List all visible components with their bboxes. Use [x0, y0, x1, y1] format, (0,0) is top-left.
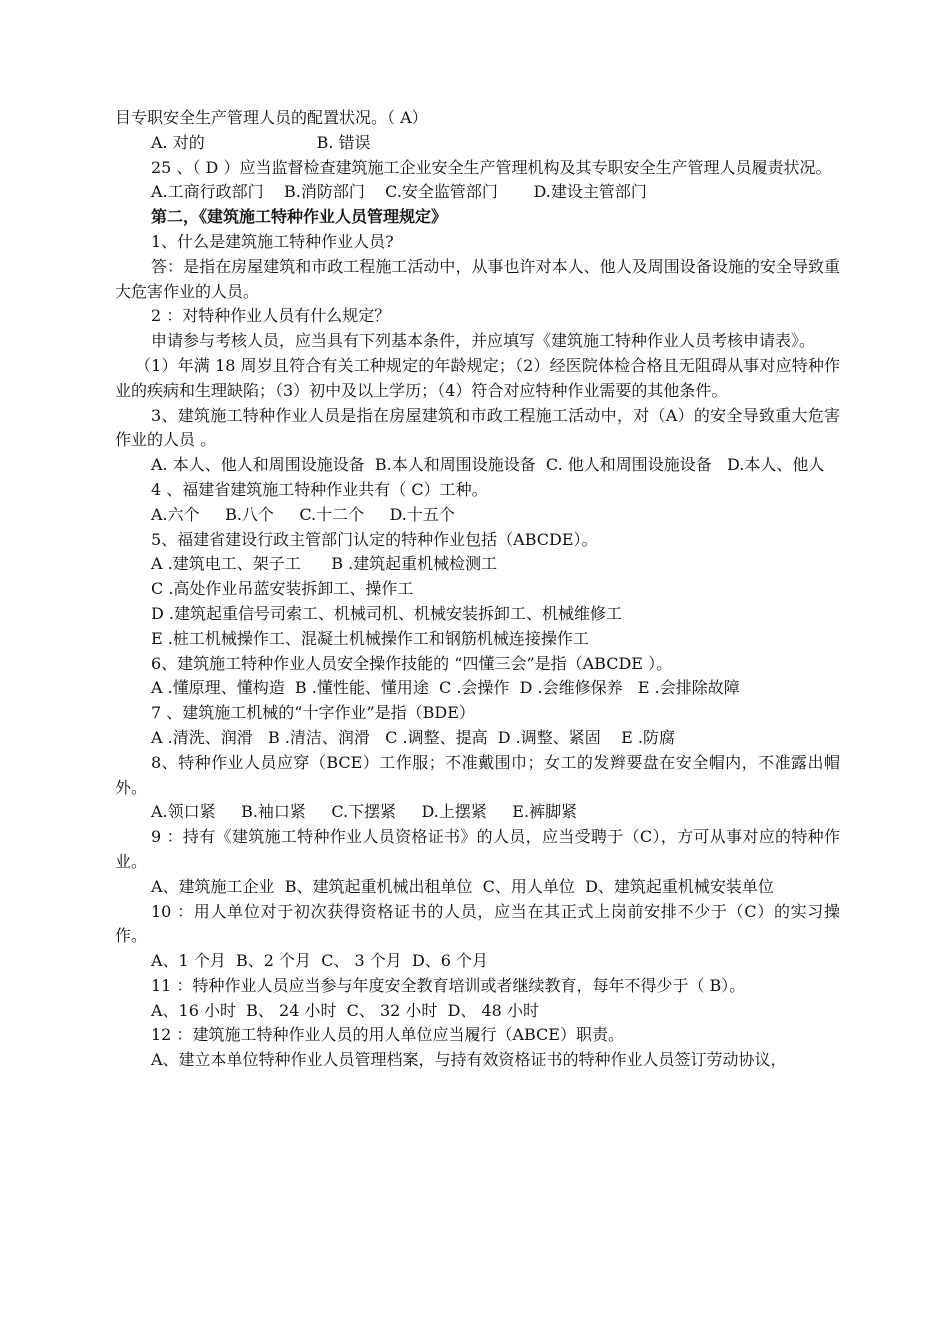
option-line: A. 本人、他人和周围设施设备 B.本人和周围设施设备 C. 他人和周围设施设备 D.本人、他人: [151, 455, 825, 475]
option-line: A .建筑电工、架子工 B .建筑起重机械检测工: [151, 554, 498, 574]
option-line: A、1 个月 B、2 个月 C、 3 个月 D、6 个月: [151, 951, 489, 971]
option-line: E .桩工机械操作工、混凝土机械操作工和钢筋机械连接操作工: [151, 628, 589, 648]
answer-line: 答：是指在房屋建筑和市政工程施工活动中，从事也许对本人、他人及周围设备设施的安全导致重大危害作业的人员。: [115, 256, 840, 301]
option-line: C .高处作业吊蓝安装拆卸工、操作工: [151, 579, 414, 599]
answer-line: （1）年满 18 周岁且符合有关工种规定的年龄规定；（2）经医院体检合格且无阻碍从事对应特种作业的疾病和生理缺陷；（3）初中及以上学历；（4）符合对应特种作业需要的其他条件。: [115, 355, 840, 400]
question-line: 1、什么是建筑施工特种作业人员?: [151, 231, 394, 251]
option-line: D .建筑起重信号司索工、机械司机、机械安装拆卸工、机械维修工: [151, 603, 623, 623]
question-line: 2 ：对特种作业人员有什么规定？: [151, 306, 391, 326]
option-line: A .清洗、润滑 B .清洁、润滑 C .调整、提高 D .调整、紧固 E .防腐: [151, 727, 675, 747]
option-line: A. 对的 B. 错误: [151, 132, 371, 152]
question-line: 5、福建省建设行政主管部门认定的特种作业包括（ABCDE）。: [151, 529, 598, 549]
answer-line: 申请参与考核人员，应当具有下列基本条件，并应填写《建筑施工特种作业人员考核申请表》。: [151, 331, 816, 351]
option-line: A、建立本单位特种作业人员管理档案，与持有效资格证书的特种作业人员签订劳动协议，: [151, 1050, 787, 1070]
question-line: 7 、建筑施工机械的“十字作业”是指（BDE）: [151, 703, 475, 723]
option-line: A、16 小时 B、 24 小时 C、 32 小时 D、 48 小时: [151, 1000, 539, 1020]
question-line: 25 、（ D ）应当监督检查建筑施工企业安全生产管理机构及其专职安全生产管理人员履责状况。: [151, 157, 832, 177]
document-body: [115, 106, 840, 1073]
text-line: 目专职安全生产管理人员的配置状况。（ A）: [115, 108, 428, 127]
section-heading: 第二，《建筑施工特种作业人员管理规定》: [151, 207, 448, 227]
question-line: 6、建筑施工特种作业人员安全操作技能的 “四懂三会”是指（ABCDE ）。: [151, 653, 673, 673]
option-line: A.领口紧 B.袖口紧 C.下摆紧 D.上摆紧 E.裤脚紧: [151, 802, 578, 822]
question-line: 8、特种作业人员应穿（BCE）工作服；不准戴围巾；女工的发辫要盘在安全帽内，不准露出帽外。: [115, 752, 840, 797]
option-line: A .懂原理、懂构造 B .懂性能、懂用途 C .会操作 D .会维修保养 E .会排除故障: [151, 678, 740, 698]
option-line: A.工商行政部门 B.消防部门 C.安全监管部门 D.建设主管部门: [151, 182, 647, 202]
question-line: 12 ：建筑施工特种作业人员的用人单位应当履行（ABCE）职责。: [151, 1025, 624, 1045]
question-line: 10 ：用人单位对于初次获得资格证书的人员，应当在其正式上岗前安排不少于（C）的实习操作。: [115, 901, 840, 946]
question-line: 9 ：持有《建筑施工特种作业人员资格证书》的人员，应当受聘于（C），方可从事对应的特种作业。: [115, 827, 840, 871]
option-line: A、建筑施工企业 B、建筑起重机械出租单位 C、用人单位 D、建筑起重机械安装单位: [151, 876, 774, 896]
question-line: 11 ：特种作业人员应当参与年度安全教育培训或者继续教育，每年不得少于（ B）。: [151, 975, 746, 995]
question-line: 3、建筑施工特种作业人员是指在房屋建筑和市政工程施工活动中，对（A）的安全导致重大危害作业的人员 。: [115, 405, 840, 450]
option-line: A.六个 B.八个 C.十二个 D.十五个: [151, 504, 455, 524]
question-line: 4 、福建省建筑施工特种作业共有（ C）工种。: [151, 479, 488, 499]
